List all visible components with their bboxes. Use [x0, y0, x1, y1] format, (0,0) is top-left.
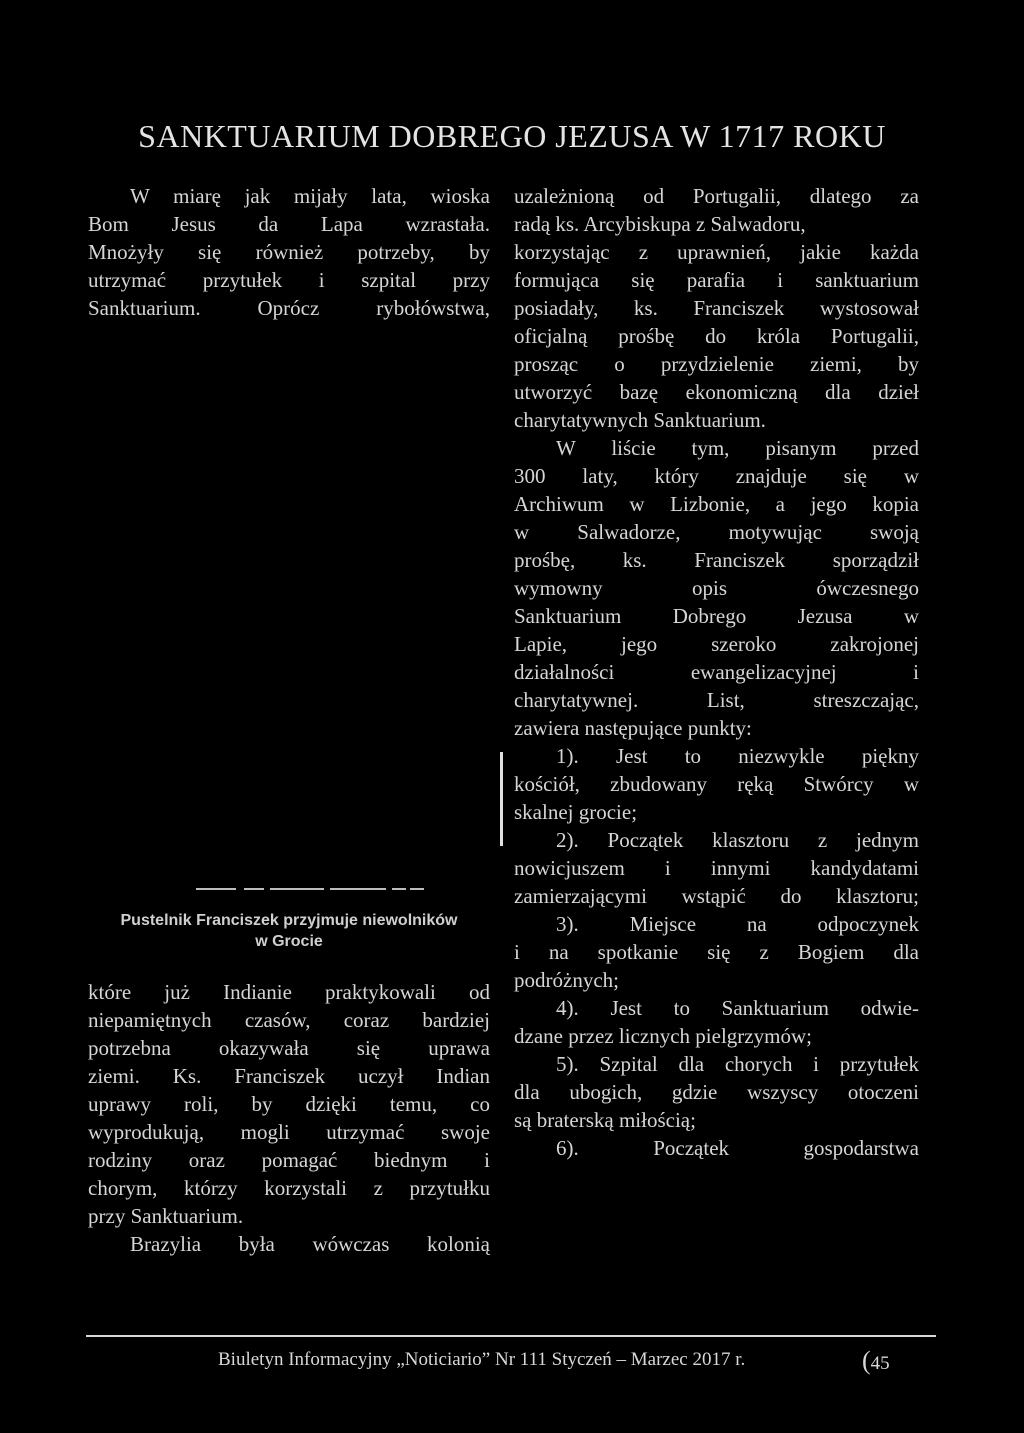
text-line: 2). Początek klasztoru z jednym [556, 828, 919, 852]
text-line: skalnej grocie; [514, 800, 638, 824]
text-line: W liście tym, pisanym przed [556, 436, 919, 460]
caption-line: w Grocie [255, 933, 323, 950]
photo-remnant [196, 884, 424, 892]
text-line: Bom Jesus da Lapa wzrastała. [88, 212, 490, 236]
text-line: niepamiętnych czasów, coraz bardziej [88, 1008, 490, 1032]
text-line: ziemi. Ks. Franciszek uczył Indian [88, 1064, 490, 1088]
right-column [514, 182, 919, 1162]
text-line: 6). Początek gospodarstwa [556, 1136, 919, 1160]
text-line: radą ks. Arcybiskupa z Salwadoru, [514, 212, 806, 236]
text-line: dla ubogich, gdzie wszyscy otoczeni [514, 1080, 919, 1104]
text-line: Sanktuarium Dobrego Jezusa w [514, 604, 919, 628]
text-line: charytatywnych Sanktuarium. [514, 408, 766, 432]
text-line: korzystając z uprawnień, jakie każda [514, 240, 919, 264]
text-line: uprawy roli, by dzięki temu, co [88, 1092, 490, 1116]
text-line: rodziny oraz pomagać biednym i [88, 1148, 490, 1172]
text-line: 4). Jest to Sanktuarium odwie- [556, 996, 919, 1020]
text-line: Archiwum w Lizbonie, a jego kopia [514, 492, 919, 516]
text-line: 3). Miejsce na odpoczynek [556, 912, 919, 936]
text-line: dzane przez licznych pielgrzymów; [514, 1024, 812, 1048]
left-column-top [88, 182, 490, 322]
text-line: posiadały, ks. Franciszek wystosował [514, 296, 919, 320]
text-line: prośbę, ks. Franciszek sporządził [514, 548, 919, 572]
left-column-bottom [88, 978, 490, 1258]
text-line: kościół, zbudowany ręką Stwórcy w [514, 772, 919, 796]
text-line: Lapie, jego szeroko zakrojonej [514, 632, 919, 656]
text-line: formująca się parafia i sanktuarium [514, 268, 919, 292]
text-line: w Salwadorze, motywując swoją [514, 520, 919, 544]
footer-text: Biuletyn Informacyjny „Noticiario” Nr 111 Styczeń – Marzec 2017 r. [218, 1349, 746, 1370]
page-number-value: 45 [870, 1353, 890, 1374]
text-line: chorym, którzy korzystali z przytułku [88, 1176, 490, 1200]
text-line: oficjalną prośbę do króla Portugalii, [514, 324, 919, 348]
image-caption [88, 910, 490, 952]
vertical-rule [500, 752, 503, 846]
text-line: zamierzającymi wstąpić do klasztoru; [514, 884, 919, 908]
text-line: i na spotkanie się z Bogiem dla [514, 940, 919, 964]
text-line: utworzyć bazę ekonomiczną dla dzieł [514, 380, 919, 404]
text-line: 5). Szpital dla chorych i przytułek [556, 1052, 919, 1076]
caption-line: Pustelnik Franciszek przyjmuje niewolników [120, 912, 458, 929]
text-line: Sanktuarium. Oprócz rybołówstwa, [88, 296, 490, 320]
text-line: wymowny opis ówczesnego [514, 576, 919, 600]
text-line: przy Sanktuarium. [88, 1204, 244, 1228]
text-line: są braterską miłością; [514, 1108, 696, 1132]
footer-rule [86, 1335, 936, 1337]
text-line: nowicjuszem i innymi kandydatami [514, 856, 919, 880]
text-line: W miarę jak mijały lata, wioska [130, 184, 490, 208]
text-line: utrzymać przytułek i szpital przy [88, 268, 490, 292]
page-number [862, 1346, 890, 1376]
text-line: Brazylia była wówczas kolonią [130, 1232, 490, 1256]
text-line: wyprodukują, mogli utrzymać swoje [88, 1120, 490, 1144]
page-title: SANKTUARIUM DOBREGO JEZUSA W 1717 ROKU [138, 118, 886, 154]
text-line: Mnożyły się również potrzeby, by [88, 240, 490, 264]
text-line: które już Indianie praktykowali od [88, 980, 490, 1004]
page-number-bracket: ( [862, 1346, 871, 1375]
text-line: działalności ewangelizacyjnej i [514, 660, 919, 684]
text-line: 300 laty, który znajduje się w [514, 464, 919, 488]
text-line: zawiera następujące punkty: [514, 716, 752, 740]
text-line: uzależnioną od Portugalii, dlatego za [514, 184, 919, 208]
text-line: podróżnych; [514, 968, 619, 992]
text-line: prosząc o przydzielenie ziemi, by [514, 352, 919, 376]
text-line: charytatywnej. List, streszczając, [514, 688, 919, 712]
text-line: 1). Jest to niezwykle piękny [556, 744, 919, 768]
text-line: potrzebna okazywała się uprawa [88, 1036, 490, 1060]
